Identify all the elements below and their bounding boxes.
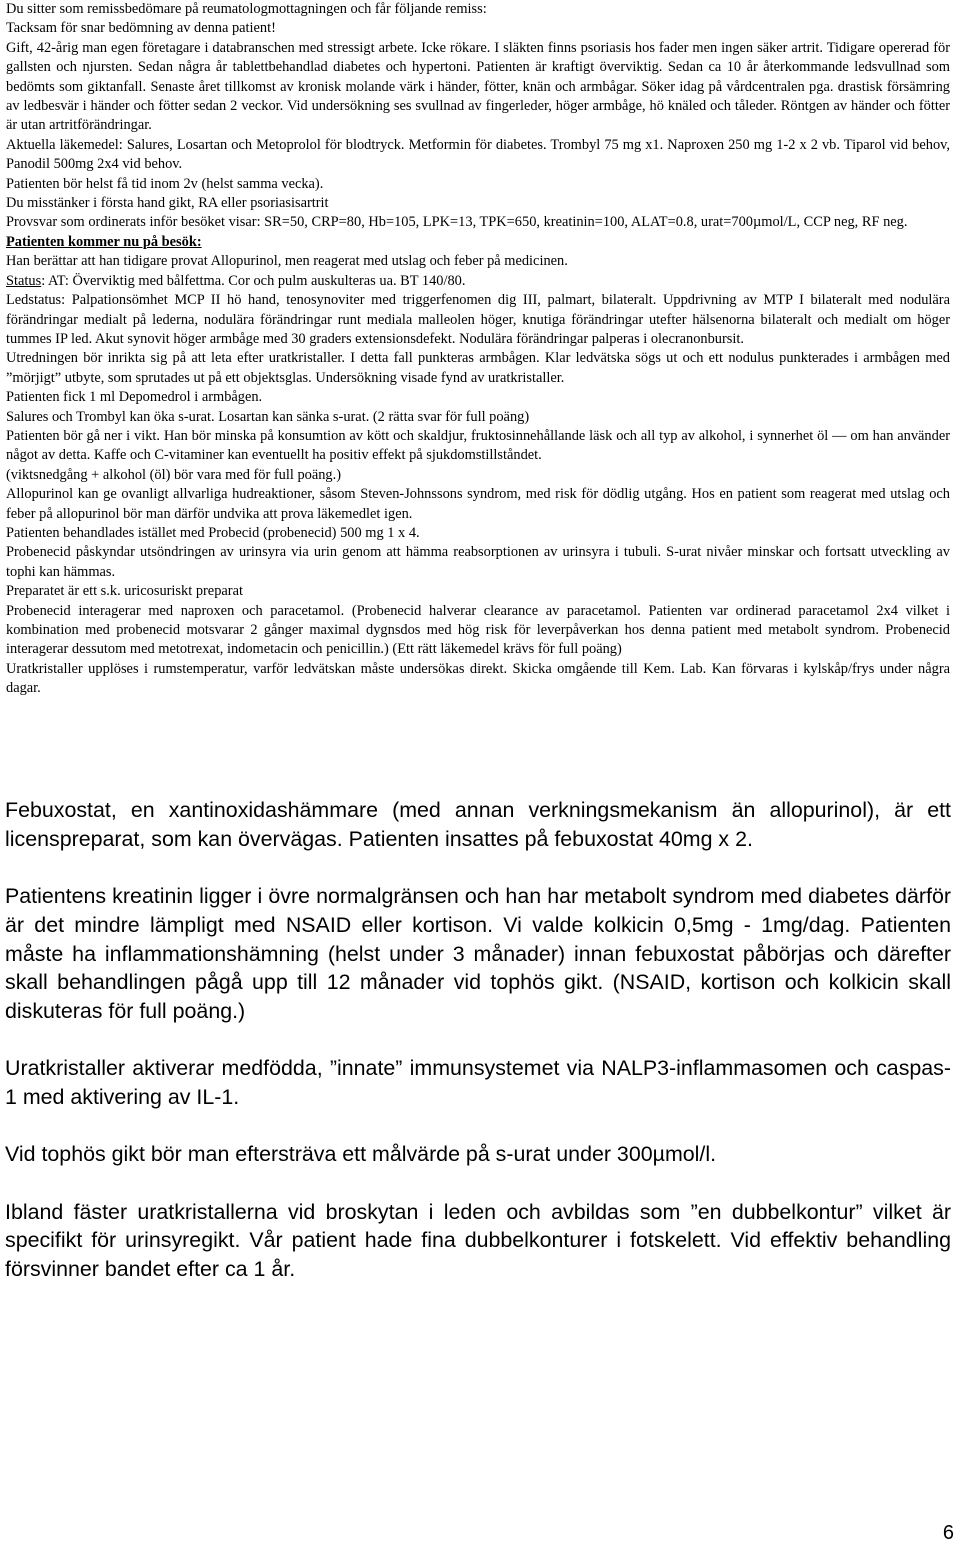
answer-paragraph: Vid tophös gikt bör man eftersträva ett målvärde på s-urat under 300µmol/l.	[5, 1142, 717, 1167]
answer-text-block	[5, 796, 951, 1284]
case-text-block	[6, 0, 950, 699]
case-line: Patienten behandlades istället med Probecid (probenecid) 500 mg 1 x 4.	[6, 524, 420, 541]
status-text: : AT: Överviktig med bålfettma. Cor och pulm auskulteras ua. BT 140/80.	[41, 272, 466, 289]
case-line: Patienten bör helst få tid inom 2v (helst samma vecka).	[6, 175, 324, 192]
answer-paragraph: Febuxostat, en xantinoxidashämmare (med annan verkningsmekanism än allopurinol), är ett licenspreparat, som kan övervägas. Patienten insattes på febuxostat 40mg x 2.	[5, 798, 951, 851]
answer-paragraph: Uratkristaller aktiverar medfödda, ”innate” immunsystemet via NALP3-inflammasomen och caspas-1 med aktivering av IL-1.	[5, 1056, 951, 1109]
case-line: Patienten bör gå ner i vikt. Han bör minska på konsumtion av kött och skaldjur, fruktosinnehållande läsk och all typ av alkohol, i synnerhet öl — om han använder något av detta. Kaffe och C-vitaminer kan eventuellt ha positiv effekt på sjukdomstillståndet.	[6, 427, 950, 464]
page-number: 6	[942, 1522, 954, 1544]
case-line: Du sitter som remissbedömare på reumatologmottagningen och får följande remiss:	[6, 1, 487, 17]
answer-paragraph: Patientens kreatinin ligger i övre normalgränsen och han har metabolt syndrom med diabetes därför är det mindre lämpligt med NSAID eller kortison. Vi valde kolkicin 0,5mg - 1mg/dag. Patienten måste ha inflammationshämning (helst under 3 månader) innan febuxostat påbörjas och därefter skall behandlingen pågå upp till 12 månader vid tophös gikt. (NSAID, kortison och kolkicin skall diskuteras för full poäng.)	[5, 884, 951, 1023]
case-line: Gift, 42-årig man egen företagare i databranschen med stressigt arbete. Icke rökare. I släkten finns psoriasis hos fader men ingen säker artrit. Tidigare opererad för gallsten och njursten. Sedan några år tablettbehandlad diabetes och hypertoni. Patienten är kraftigt överviktig. Sedan ca 10 år återkommande ledsvullnad som bedömts som giktanfall. Senaste året tillkomst av kronisk molande värk i händer, fötter, knän och armbågar. Söker idag på vårdcentralen pga. drastisk försämring av ledbesvär i händer och fötter sedan 2 veckor. Vid undersökning ses svullnad av fingerleder, höger armbåge, hö knäled och tåleder. Röntgen av händer och fötter är utan artritförändringar.	[6, 39, 950, 134]
case-line: Probenecid interagerar med naproxen och paracetamol. (Probenecid halverar clearance av paracetamol. Patienten var ordinerad paracetamol 2x4 vilket i kombination med probenecid motsvarar 2 gånger maximal dygnsdos med hög risk för leverpåverkan hos denna patient med metabolt syndrom. Probenecid interagerar dessutom med metotrexat, indometacin och penicillin.) (Ett rätt läkemedel krävs för full poäng)	[6, 602, 950, 658]
case-line: Du misstänker i första hand gikt, RA eller psoriasisartrit	[6, 195, 329, 212]
case-line: Preparatet är ett s.k. uricosuriskt preparat	[6, 583, 243, 600]
status-label: Status	[6, 272, 42, 289]
status-line	[6, 272, 950, 291]
case-line: Utredningen bör inrikta sig på att leta efter uratkristaller. I detta fall punkteras armbågen. Klar ledvätska sögs ut och ett nodulus punkterades i armbågen med ”mörjigt” utbyte, som sprutades ut på ett objektsglas. Undersökning visade fynd av uratkristaller.	[6, 350, 950, 386]
visit-heading: Patienten kommer nu på besök:	[6, 233, 202, 250]
case-line: Patienten fick 1 ml Depomedrol i armbågen.	[6, 389, 263, 406]
case-line: Aktuella läkemedel: Salures, Losartan och Metoprolol för blodtryck. Metformin för diabetes. Trombyl 75 mg x1. Naproxen 250 mg 1-2 x 2 vb. Tiparol vid behov, Panodil 500mg 2x4 vid behov.	[6, 136, 950, 173]
case-line: Ledstatus: Palpationsömhet MCP II hö hand, tenosynoviter med triggerfenomen dig III, palmart, bilateralt. Uppdrivning av MTP I bilateralt med nodulära förändringar medialt på lederna, nodulära förändringar runt mediala malleolen höger, knutiga förändringar utefter hälsenorna bilateralt och medialt om höger tummes IP led. Akut synovit höger armbåge med 30 graders extensionsdefekt. Nodulära förändringar palperas i olecranonbursit.	[6, 292, 950, 347]
case-line: (viktsnedgång + alkohol (öl) bör vara med för full poäng.)	[6, 466, 342, 483]
case-line: Allopurinol kan ge ovanligt allvarliga hudreaktioner, såsom Steven-Johnssons syndrom, med risk för dödlig utgång. Hos en patient som reagerat med utslag och feber på allopurinol bör man därför undvika att prova läkemedlet igen.	[6, 486, 950, 522]
answer-paragraph: Ibland fäster uratkristallerna vid broskytan i leden och avbildas som ”en dubbelkontur” vilket är specifikt för urinsyregikt. Vår patient hade fina dubbelkonturer i fotskelett. Vid effektiv behandling försvinner bandet efter ca 1 år.	[5, 1199, 951, 1282]
case-line: Uratkristaller upplöses i rumstemperatur, varför ledvätskan måste undersökas direkt. Skicka omgående till Kem. Lab. Kan förvaras i kylskåp/frys under några dagar.	[6, 660, 950, 697]
case-line: Salures och Trombyl kan öka s-urat. Losartan kan sänka s-urat. (2 rätta svar för full poäng)	[6, 408, 530, 425]
case-line: Probenecid påskyndar utsöndringen av urinsyra via urin genom att hämma reabsorptionen av urinsyra i tubuli. S-urat nivåer minskar och fortsatt utveckling av tophi kan hämmas.	[6, 544, 950, 580]
visit-text: Han berättar att han tidigare provat Allopurinol, men reagerat med utslag och feber på medicinen.	[6, 253, 568, 270]
case-line: Tacksam för snar bedömning av denna patient!	[6, 20, 276, 37]
case-line: Provsvar som ordinerats inför besöket visar: SR=50, CRP=80, Hb=105, LPK=13, TPK=650, kreatinin=100, ALAT=0.8, urat=700µmol/L, CCP neg, RF neg.	[6, 214, 908, 231]
